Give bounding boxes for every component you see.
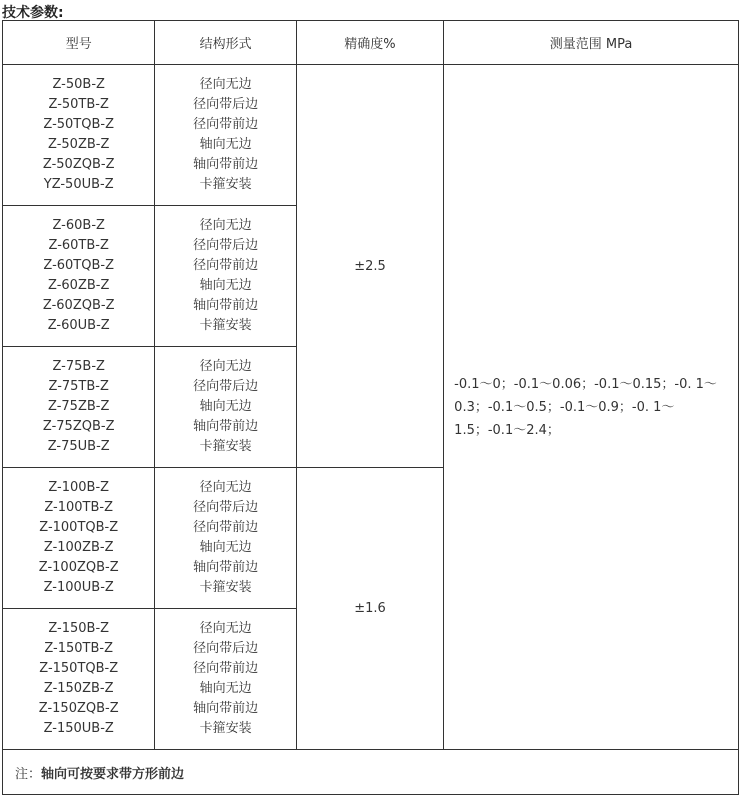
range-cell: -0.1～0；-0.1～0.06；-0.1～0.15；-0. 1～0.3；-0.1～0.5；-0.1～0.9；-0. 1～1.5；-0.1～2.4； [444,65,739,750]
model-item: Z-150UB-Z [43,721,114,736]
model-item: Z-75UB-Z [47,439,110,454]
model-cell [3,468,155,609]
model-item: Z-50ZQB-Z [42,157,115,172]
structure-item: 轴向无边 [199,399,252,414]
structure-item: 轴向无边 [199,137,252,152]
model-cell [3,609,155,750]
model-item: Z-50B-Z [52,77,105,92]
model-item: Z-60ZQB-Z [42,298,115,313]
precision-cell: ±1.6 [296,468,443,750]
model-item: Z-50ZB-Z [48,137,110,152]
model-item: Z-75TB-Z [48,379,109,394]
model-item: YZ-50UB-Z [43,177,114,192]
note-text: 轴向可按要求带方形前边 [41,766,185,782]
structure-item: 径向带前边 [193,520,259,535]
model-item: Z-75ZQB-Z [42,419,115,434]
header-precision: 精确度% [296,21,443,65]
structure-cell [155,206,296,347]
structure-cell [155,468,296,609]
structure-item: 径向无边 [199,218,252,233]
note-prefix: 注： [15,766,42,782]
structure-item: 卡箍安装 [199,580,252,595]
structure-cell [155,65,296,206]
model-item: Z-150ZQB-Z [38,701,119,716]
model-item: Z-100TQB-Z [39,520,119,535]
structure-item: 轴向无边 [199,540,252,555]
structure-item: 径向带后边 [193,379,259,394]
model-item: Z-100ZQB-Z [38,560,119,575]
structure-item: 径向带后边 [193,500,259,515]
model-item: Z-150TQB-Z [39,661,119,676]
note-row [3,750,739,795]
structure-item: 轴向带前边 [193,419,259,434]
model-item: Z-150ZB-Z [43,681,114,696]
model-item: Z-60B-Z [52,218,105,233]
header-row [3,21,739,65]
structure-item: 径向带前边 [193,661,259,676]
model-item: Z-100B-Z [48,480,110,495]
spec-table [2,20,739,795]
structure-item: 径向无边 [199,480,252,495]
structure-item: 卡箍安装 [199,439,252,454]
model-item: Z-60TQB-Z [43,258,114,273]
note-cell [3,750,739,795]
structure-item: 径向带后边 [193,97,259,112]
model-item: Z-50TB-Z [48,97,109,112]
precision-cell: ±2.5 [296,65,443,468]
section-title: 技术参数: [2,5,64,21]
model-item: Z-60UB-Z [47,318,110,333]
structure-item: 径向无边 [199,77,252,92]
structure-item: 卡箍安装 [199,721,252,736]
model-cell [3,206,155,347]
model-item: Z-75ZB-Z [48,399,110,414]
model-item: Z-150B-Z [48,621,110,636]
model-item: Z-60TB-Z [48,238,109,253]
model-item: Z-50TQB-Z [43,117,114,132]
structure-item: 轴向带前边 [193,560,259,575]
structure-cell [155,347,296,468]
model-item: Z-100UB-Z [43,580,114,595]
header-range: 测量范围 MPa [444,21,739,65]
structure-item: 轴向无边 [199,278,252,293]
structure-item: 径向无边 [199,621,252,636]
model-cell [3,65,155,206]
model-item: Z-75B-Z [52,359,105,374]
structure-item: 卡箍安装 [199,318,252,333]
structure-item: 径向带前边 [193,258,259,273]
model-item: Z-60ZB-Z [48,278,110,293]
model-cell [3,347,155,468]
structure-item: 径向无边 [199,359,252,374]
structure-item: 轴向带前边 [193,298,259,313]
header-model: 型号 [3,21,155,65]
structure-item: 径向带后边 [193,641,259,656]
structure-item: 轴向无边 [199,681,252,696]
structure-item: 轴向带前边 [193,157,259,172]
model-item: Z-100ZB-Z [43,540,114,555]
model-item: Z-100TB-Z [44,500,114,515]
model-item: Z-150TB-Z [44,641,114,656]
structure-item: 卡箍安装 [199,177,252,192]
table-row [3,65,739,206]
structure-cell [155,609,296,750]
structure-item: 径向带前边 [193,117,259,132]
header-structure: 结构形式 [155,21,296,65]
structure-item: 径向带后边 [193,238,259,253]
structure-item: 轴向带前边 [193,701,259,716]
